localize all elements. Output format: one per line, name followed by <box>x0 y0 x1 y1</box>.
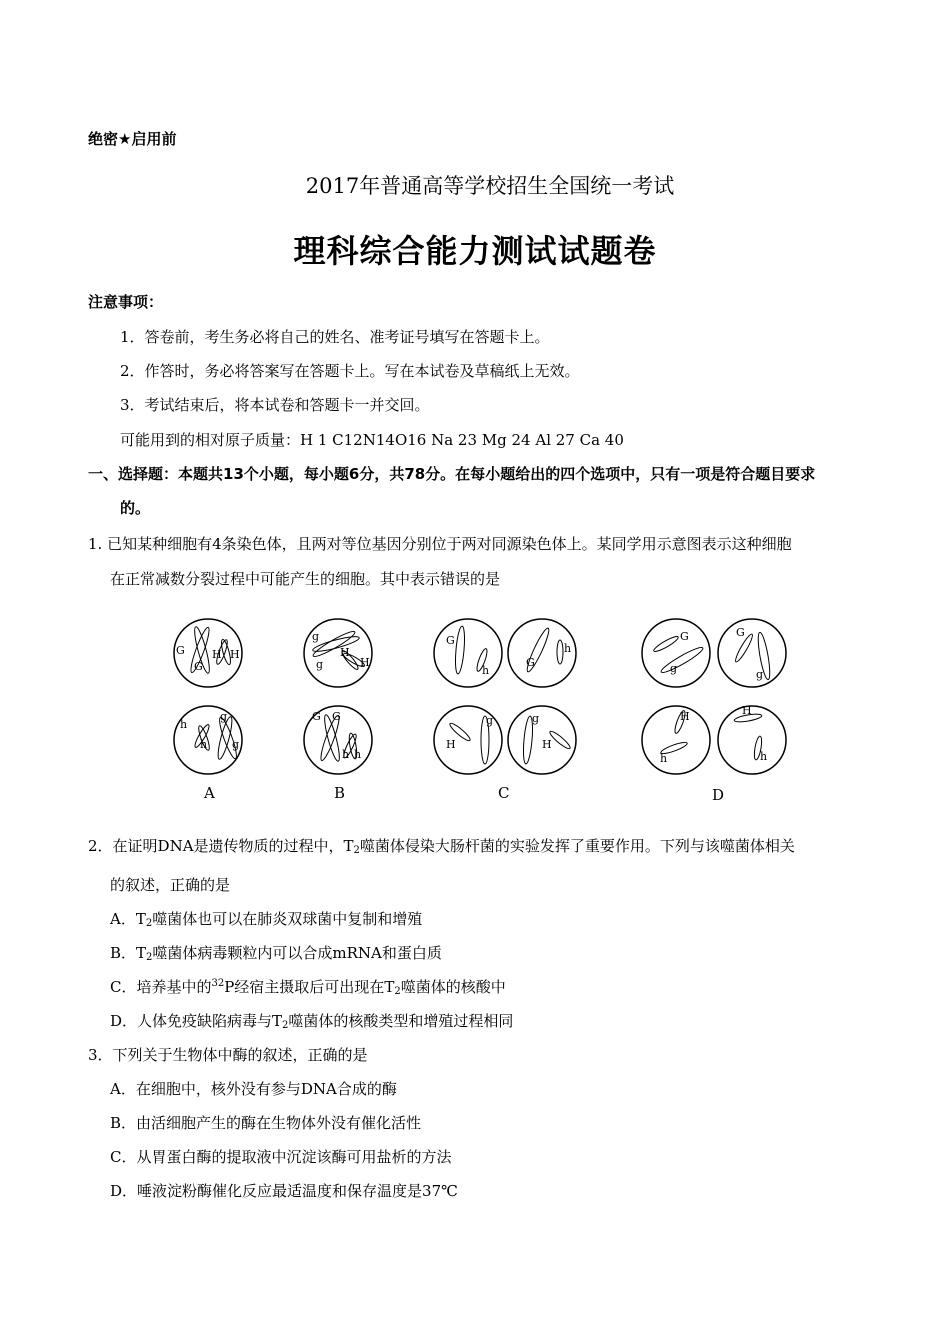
question-2-option-c: C．培养基中的$^{32}$P经宿主摄取后可出现在$T_2$噬菌体的核酸中 <box>110 978 506 997</box>
exam-name: 2017年普通高等学校招生全国统一考试 <box>305 174 675 198</box>
gene-label: G <box>526 656 535 669</box>
gene-label: H <box>212 648 222 661</box>
question-2-option-b: B．$T_2$噬菌体病毒颗粒内可以合成mRNA和蛋白质 <box>110 944 442 963</box>
gene-label: h <box>482 664 490 677</box>
gene-label: h <box>200 738 208 751</box>
gene-label: g <box>220 710 228 723</box>
question-3-stem: 3．下列关于生物体中酶的叙述，正确的是 <box>88 1046 368 1064</box>
gene-label: g <box>532 712 540 725</box>
gene-label: G <box>332 710 341 723</box>
question-1-stem: 1. 已知某种细胞有4条染色体，且两对等位基因分别位于两对同源染色体上。某同学用示意图表示这种细胞 <box>88 535 792 553</box>
note-item: 2．作答时，务必将答案写在答题卡上。写在本试卷及草稿纸上无效。 <box>120 362 580 380</box>
option-label: C <box>498 784 510 802</box>
question-1-stem-cont: 在正常减数分裂过程中可能产生的细胞。其中表示错误的是 <box>110 570 501 588</box>
option-label: B <box>334 784 346 802</box>
question-3-option-d: D．唾液淀粉酶催化反应最适温度和保存温度是37℃ <box>110 1182 458 1200</box>
question-2-option-d: D．人体免疫缺陷病毒与$T_2$噬菌体的核酸类型和增殖过程相同 <box>110 1012 514 1031</box>
gene-label: g <box>670 662 678 675</box>
gene-label: g <box>232 738 240 751</box>
gene-label: G <box>176 644 185 657</box>
gene-label: H <box>446 738 456 751</box>
gene-label: g <box>312 630 320 643</box>
gene-label: g <box>316 658 324 671</box>
gene-label: G <box>194 660 203 673</box>
gene-label: H <box>680 710 690 723</box>
gene-label: h <box>354 748 362 761</box>
question-2-option-a: A．$T_2$噬菌体也可以在肺炎双球菌中复制和增殖 <box>110 910 423 929</box>
option-b-genes <box>312 630 370 761</box>
section-intro-cont: 的。 <box>120 499 151 517</box>
gene-label: g <box>486 714 494 727</box>
option-label: A <box>204 784 215 802</box>
gene-label: h <box>342 748 350 761</box>
gene-label: H <box>360 656 370 669</box>
chromosome-figure <box>160 608 820 808</box>
gene-label: H <box>542 738 552 751</box>
gene-label: G <box>312 710 321 723</box>
gene-label: G <box>736 626 745 639</box>
question-2-stem: 2．在证明DNA是遗传物质的过程中，$T_2$噬菌体侵染大肠杆菌的实验发挥了重要作用。下列与该噬菌体相关 <box>88 837 795 856</box>
atomic-mass-line: 可能用到的相对原子质量：H 1 C12N14O16 Na 23 Mg 24 Al 27 Ca 40 <box>120 431 624 449</box>
option-label: D <box>712 786 725 804</box>
confidential-label: 绝密★启用前 <box>88 130 177 148</box>
gene-label: G <box>680 630 689 643</box>
section-intro: 一、选择题：本题共13个小题，每小题6分，共78分。在每小题给出的四个选项中，只有一项是符合题目要求 <box>88 465 816 483</box>
gene-label: H <box>340 646 350 659</box>
note-item: 1．答卷前，考生务必将自己的姓名、准考证号填写在答题卡上。 <box>120 328 550 346</box>
question-2-stem-cont: 的叙述，正确的是 <box>110 876 231 894</box>
paper-title: 理科综合能力测试试题卷 <box>293 232 657 270</box>
gene-label: h <box>660 752 668 765</box>
question-3-option-a: A．在细胞中，核外没有参与DNA合成的酶 <box>110 1080 397 1098</box>
gene-label: h <box>760 750 768 763</box>
notes-heading: 注意事项： <box>88 293 164 311</box>
gene-label: H <box>230 648 240 661</box>
gene-label: H <box>742 704 752 717</box>
gene-label: g <box>756 668 764 681</box>
gene-label: h <box>180 718 188 731</box>
question-3-option-b: B．由活细胞产生的酶在生物体外没有催化活性 <box>110 1114 422 1132</box>
gene-label: G <box>446 634 455 647</box>
note-item: 3．考试结束后，将本试卷和答题卡一并交回。 <box>120 396 430 414</box>
gene-label: h <box>564 642 572 655</box>
question-3-option-c: C．从胃蛋白酶的提取液中沉淀该酶可用盐析的方法 <box>110 1148 452 1166</box>
